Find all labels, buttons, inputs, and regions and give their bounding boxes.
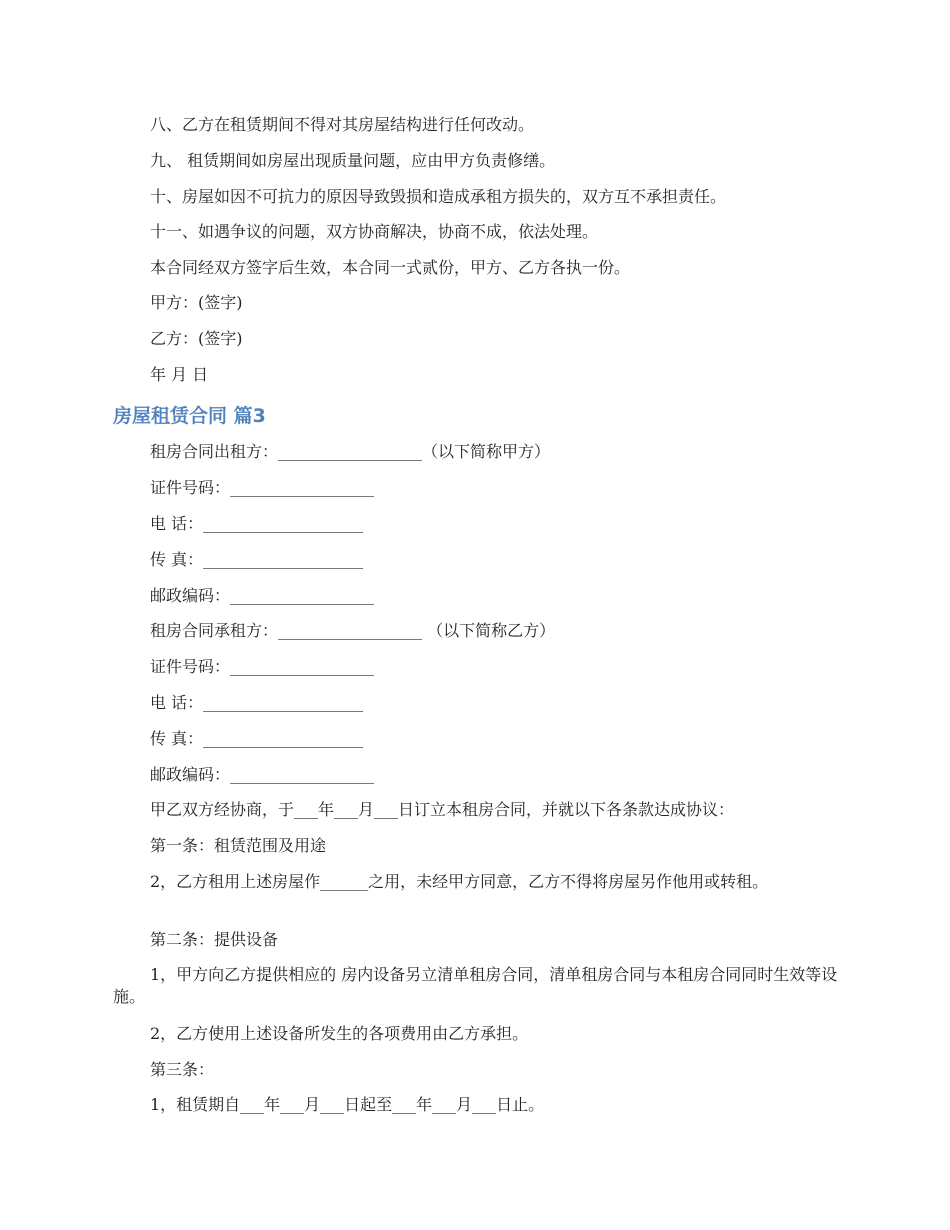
lessee-fax-field: 传 真：____________________	[150, 729, 364, 748]
lessor-postcode-field: 邮政编码：__________________	[150, 586, 375, 605]
clause-2-item-1: 1，甲方向乙方提供相应的 房内设备另立清单租房合同，清单租房合同与本租房合同同时生效等设施。	[113, 965, 838, 1006]
lessee-postcode-field: 邮政编码：__________________	[150, 765, 375, 784]
agreement-intro: 甲乙双方经协商，于___年___月___日订立本租房合同，并就以下各条款达成协议：	[150, 800, 735, 819]
effect-clause: 本合同经双方签字后生效，本合同一式贰份，甲方、乙方各执一份。	[150, 258, 631, 277]
clause-1-title: 第一条：租赁范围及用途	[150, 836, 327, 855]
lessor-phone-field: 电 话：____________________	[150, 514, 364, 533]
lessee-field: 租房合同承租方：__________________ （以下简称乙方）	[150, 621, 556, 640]
section-title: 房屋租赁合同 篇3	[113, 405, 266, 427]
clause-11: 十一、如遇争议的问题，双方协商解决，协商不成，依法处理。	[150, 222, 599, 241]
clause-2-item-2: 2，乙方使用上述设备所发生的各项费用由乙方承担。	[150, 1024, 529, 1043]
lessee-id-field: 证件号码：__________________	[150, 657, 375, 676]
party-a-signature: 甲方：(签字)	[150, 293, 243, 312]
party-b-signature: 乙方：(签字)	[150, 329, 243, 348]
lessee-phone-field: 电 话：____________________	[150, 693, 364, 712]
clause-10: 十、房屋如因不可抗力的原因导致毁损和造成承租方损失的，双方互不承担责任。	[150, 187, 727, 206]
lessor-field: 租房合同出租方：__________________（以下简称甲方）	[150, 442, 551, 461]
clause-3-item-1: 1，租赁期自___年___月___日起至___年___月___日止。	[150, 1095, 545, 1114]
lessor-fax-field: 传 真：____________________	[150, 550, 364, 569]
clause-3-title: 第三条：	[150, 1060, 215, 1079]
clause-9: 九、 租赁期间如房屋出现质量问题，应由甲方负责修缮。	[150, 151, 556, 170]
clause-8: 八、乙方在租赁期间不得对其房屋结构进行任何改动。	[150, 115, 535, 134]
clause-2-title: 第二条：提供设备	[150, 930, 279, 949]
date-line: 年 月 日	[150, 365, 209, 384]
lessor-id-field: 证件号码：__________________	[150, 478, 375, 497]
clause-1-item-2: 2，乙方租用上述房屋作______之用，未经甲方同意，乙方不得将房屋另作他用或转租。	[150, 872, 769, 891]
